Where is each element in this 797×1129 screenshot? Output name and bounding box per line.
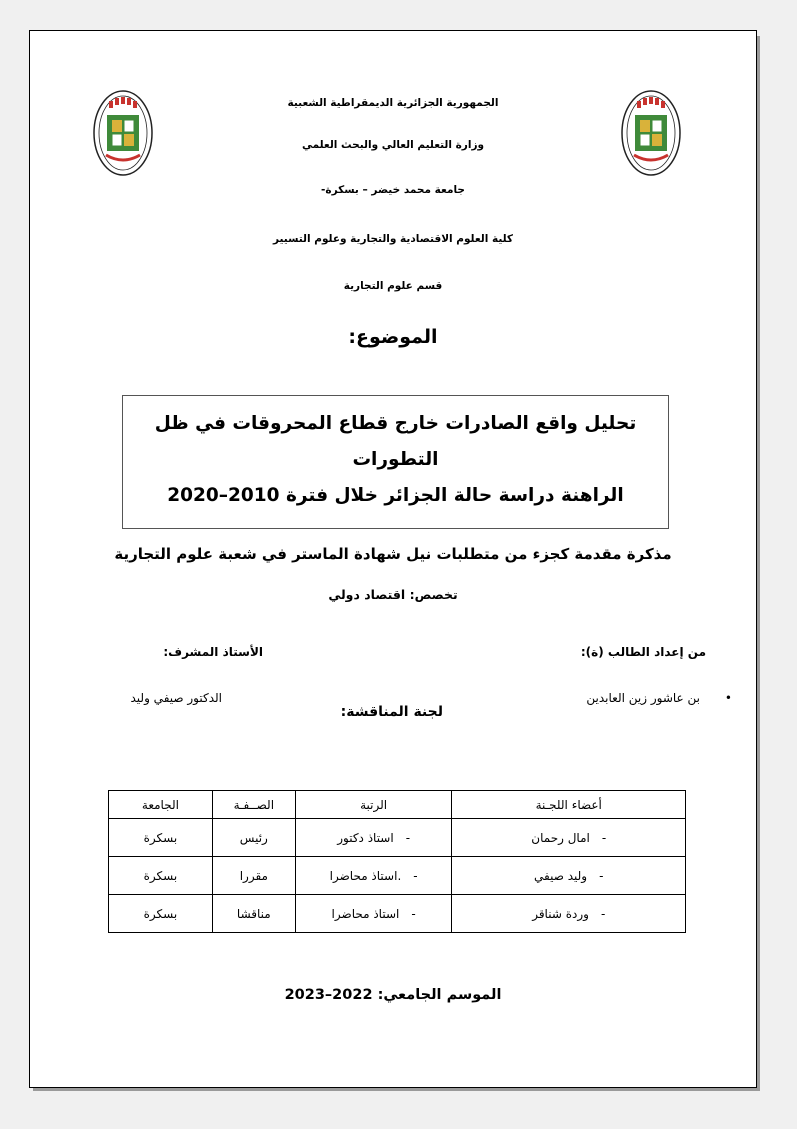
table-row (109, 819, 686, 857)
member-name: امال رحمان (531, 830, 590, 845)
dash: - (599, 868, 604, 883)
table-row (109, 857, 686, 895)
rank-cell (295, 857, 452, 895)
university-name: جامعة محمد خيضر – بسكرة- (321, 184, 465, 196)
subject-label: الموضوع: (348, 326, 438, 348)
ministry-name: وزارة التعليم العالي والبحث العلمي (301, 139, 485, 151)
member-university: بسكرة (109, 857, 213, 895)
member-name: وليد صيفي (534, 868, 588, 883)
member-name: وردة شناقر (532, 906, 589, 921)
specialization: تخصص: اقتصاد دولي (328, 587, 458, 602)
subject-box (122, 395, 669, 529)
member-university: بسكرة (109, 819, 213, 857)
document-page (29, 30, 757, 1088)
supervisor-label: الأستاذ المشرف: (163, 645, 263, 659)
student-name: بن عاشور زين العابدين (586, 691, 700, 705)
dash: - (601, 830, 607, 845)
page-shadow-bottom (33, 1088, 760, 1091)
header-university: الجامعة (109, 791, 213, 819)
rank-cell (295, 895, 452, 933)
thesis-purpose: مذكرة مقدمة كجزء من متطلبات نيل شهادة الماستر في شعبة علوم التجارية (114, 545, 672, 563)
dash: - (411, 906, 416, 921)
faculty-name: كلية العلوم الاقتصادية والتجارية وعلوم التسيير (272, 233, 514, 245)
header-members: أعضاء اللجـنة (452, 791, 686, 819)
member-role: رئيس (212, 819, 295, 857)
member-cell (452, 819, 686, 857)
member-rank: استاذ محاضرا (331, 906, 400, 921)
supervisor-name: الدكتور صيفي وليد (130, 691, 222, 705)
jury-table-header (109, 791, 686, 819)
dash: - (600, 906, 606, 921)
subject-title-line-2: الراهنة دراسة حالة الجزائر خلال فترة 2010–2020 (167, 485, 624, 506)
jury-table (108, 790, 686, 933)
member-role: مقررا (212, 857, 295, 895)
member-cell (452, 857, 686, 895)
member-rank: استاذ دكتور (337, 830, 394, 845)
member-university: بسكرة (109, 895, 213, 933)
student-label: من إعداد الطالب (ة): (580, 645, 706, 659)
table-row (109, 895, 686, 933)
page-shadow-right (757, 36, 760, 1091)
department-name: قسم علوم التجارية (343, 280, 443, 292)
subject-title-line-1: تحليل واقع الصادرات خارج قطاع المحروقات في ظل التطورات (154, 413, 637, 470)
member-rank: .استاذ محاضرا (329, 868, 402, 883)
academic-year: الموسم الجامعي: 2022–2023 (284, 987, 502, 1003)
republic-name: الجمهورية الجزائرية الديمقراطية الشعبية (287, 97, 499, 109)
header-role: الصــفـة (212, 791, 295, 819)
member-role: مناقشا (212, 895, 295, 933)
committee-label: لجنة المناقشة: (340, 704, 443, 720)
header-rank: الرتبة (295, 791, 452, 819)
dash: - (405, 830, 411, 845)
member-cell (452, 895, 686, 933)
bullet: • (724, 691, 732, 705)
dash: - (413, 868, 418, 883)
rank-cell (295, 819, 452, 857)
